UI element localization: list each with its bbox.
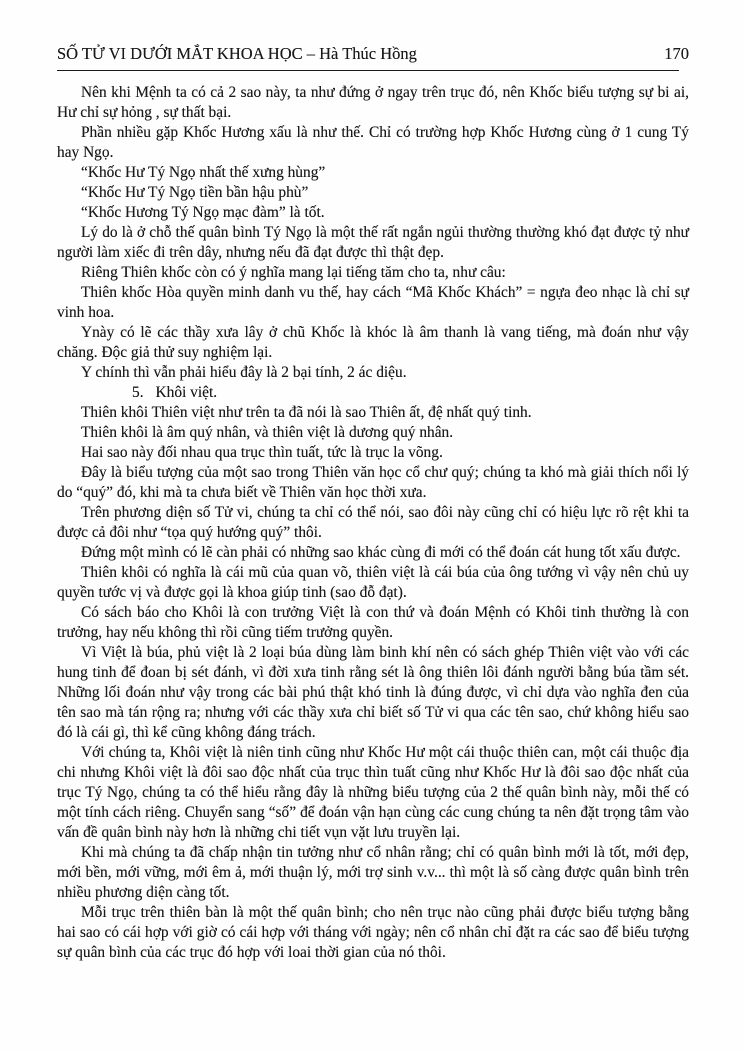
section-number: 5. (132, 384, 144, 401)
paragraph: Mỗi trục trên thiên bàn là một thế quân bình; cho nên trục nào cũng phải được biểu tượng bằng hai sao có cái hợp với giờ có cái hợp với tháng với ngày; nên cổ nhân chỉ đặt ra các sao để biểu tượng sự quân bình của các trục đó hợp với loai thời gian của nó thôi. (57, 904, 689, 961)
paragraph: Hai sao này đối nhau qua trục thìn tuất, tức là trục la võng. (81, 444, 443, 461)
verse-quote: “Khốc Hư Tý Ngọ nhất thế xưng hùng” (81, 164, 326, 181)
paragraph: Với chúng ta, Khôi việt là niên tinh cũng như Khốc Hư một cái thuộc thiên can, một cái thuộc địa chi nhưng Khôi việt là đôi sao độc nhất của trục thìn tuất cũng như Khốc Hư là đôi sao độc nhất của trục Tý Ngọ, chúng ta có thể hiểu rằng đây là những biểu tượng của 2 thế quân bình này, mỗi thế có một tính cách riêng. Chuyển sang “số” để đoán vận hạn cùng các cung chúng ta nên đặt trọng tâm vào vấn đề quân bình này hơn là những chi tiết vụn vặt lưu truyền lại. (57, 744, 689, 841)
paragraph: Đây là biểu tượng của một sao trong Thiên văn học cổ chư quý; chúng ta khó mà giải thích nổi lý do “quý” đó, khi mà ta chưa biết về Thiên văn học thời xưa. (57, 464, 689, 501)
section-title: Khôi việt. (155, 384, 218, 401)
header-rule (57, 70, 679, 71)
paragraph: Nên khi Mệnh ta có cả 2 sao này, ta như đứng ở ngay trên trục đó, nên Khốc biểu tượng sự bi ai, Hư chỉ sự hỏng , sự thất bại. (57, 84, 689, 121)
paragraph: Lý do là ở chỗ thế quân bình Tý Ngọ là một thế rất ngắn ngủi thường thường khó đạt được tỷ như người làm xiếc đi trên dây, nhưng nếu đã đạt được thì thật đẹp. (57, 224, 689, 261)
running-title: SỐ TỬ VI DƯỚI MẮT KHOA HỌC – Hà Thúc Hồng (57, 44, 417, 63)
page-number: 170 (664, 44, 689, 63)
paragraph: Thiên khôi Thiên việt như trên ta đã nói là sao Thiên ất, đệ nhất quý tinh. (81, 404, 532, 421)
body-text (57, 83, 689, 963)
paragraph: Thiên khôi là âm quý nhân, và thiên việt là dương quý nhân. (81, 424, 454, 441)
paragraph: Đứng một mình có lẽ càn phải có những sao khác cùng đi mới có thể đoán cát hung tốt xấu được. (81, 544, 681, 561)
paragraph: Phần nhiều gặp Khốc Hương xấu là như thế. Chỉ có trường hợp Khốc Hương cùng ở 1 cung Tý hay Ngọ. (57, 124, 689, 161)
paragraph: Khi mà chúng ta đã chấp nhận tin tưởng như cổ nhân rằng; chỉ có quân bình mới là tốt, mới đẹp, mới bền, mới vững, mới êm ả, mới thuận lý, mới trợ sinh v.v... thì một là số càng được quân bình trên nhiều phương diện càng tốt. (57, 844, 689, 901)
paragraph: Ynày có lẽ các thầy xưa lây ở chũ Khốc là khóc là âm thanh là vang tiếng, mà đoán như vậy chăng. Độc giả thử suy nghiệm lại. (57, 324, 689, 361)
verse-quote: “Khốc Hương Tý Ngọ mạc đàm” là tốt. (81, 204, 325, 221)
paragraph: Y chính thì vẫn phải hiểu đây là 2 bại tính, 2 ác diệu. (81, 364, 407, 381)
paragraph: Vì Việt là búa, phủ việt là 2 loại búa dùng làm binh khí nên có sách ghép Thiên việt vào với các hung tinh để đoan bị sét đánh, vì đời xưa tinh rằng sét là ông thiên lôi đánh người bằng búa tầm sét. Những lối đoán như vậy trong các bài phú thật khó tinh là đúng được, vì chỉ dựa vào nghĩa đen của tên sao mà tán rộng ra; nhưng với các thầy xưa chỉ biết số Tử vi qua các tên sao, chứ không hiểu sao đó là cái gì, thì kể cũng không đáng trách. (57, 644, 689, 741)
paragraph: Thiên khốc Hòa quyền minh danh vu thế, hay cách “Mã Khốc Khách” = ngựa đeo nhạc là chỉ sự vinh hoa. (57, 284, 689, 321)
verse-quote: “Khốc Hư Tý Ngọ tiền bần hậu phù” (81, 184, 309, 201)
paragraph: Thiên khôi có nghĩa là cái mũ của quan võ, thiên việt là cái búa của ông tướng vì vậy nên chủ uy quyền tước vị và được gọi là khoa giúp tinh (sao đỗ đạt). (57, 564, 689, 601)
section-heading (57, 383, 689, 403)
paragraph: Riêng Thiên khốc còn có ý nghĩa mang lại tiếng tăm cho ta, như câu: (81, 264, 506, 281)
page-header (57, 44, 689, 64)
paragraph: Có sách báo cho Khôi là con trưởng Việt là con thứ và đoán Mệnh có Khôi tinh thường là con trưởng, hay nếu không thì rồi cũng tiếm trưởng quyền. (57, 604, 689, 641)
paragraph: Trên phương diện số Tử vi, chúng ta chỉ có thể nói, sao đôi này cũng chỉ có hiệu lực rõ rệt khi ta được cả đôi như “tọa quý hướng quý” thôi. (57, 504, 689, 541)
